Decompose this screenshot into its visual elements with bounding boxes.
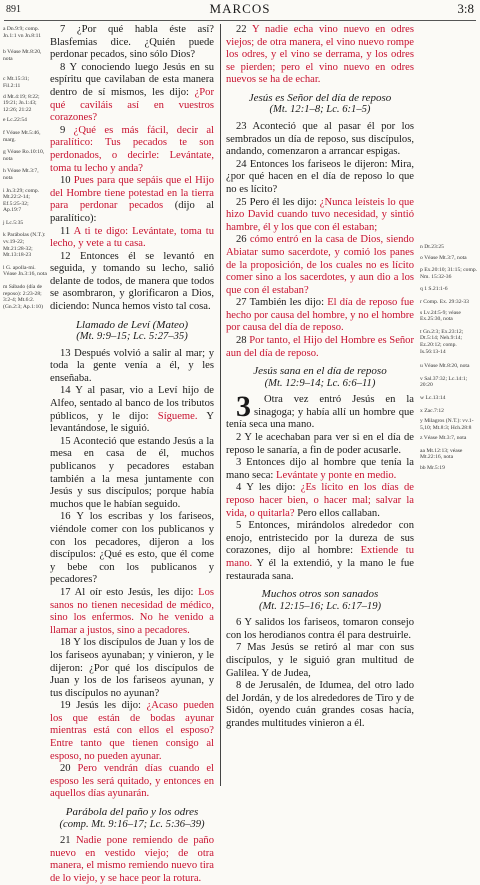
section-heading: Jesús es Señor del día de reposo	[248, 91, 392, 104]
right-margin-notes	[420, 26, 478, 473]
verse-27	[226, 297, 414, 335]
verse-text: Y él la extendió, y la mano le fue restaurada sana.	[226, 557, 414, 582]
words-of-jesus: Levántate y ponte en medio.	[276, 469, 397, 481]
words-of-jesus: ¿Qué es más fácil, decir al paralítico: Tus pecados te son perdonados, o decirle: Levántate, toma tu lecho y anda?	[50, 124, 214, 174]
margin-note: b Véase Mt.8:20, nota	[3, 49, 42, 62]
verse-text: 19 Jesús les dijo:	[60, 700, 147, 712]
verse-21	[50, 835, 214, 885]
section-heading: Parábola del paño y los odres	[65, 806, 199, 819]
left-margin-notes	[3, 26, 47, 311]
verse-text: Otra vez entró Jesús en la sinagoga; y había allí un hombre que tenía seca una mano.	[226, 394, 414, 431]
verse-number: 28	[236, 335, 250, 347]
margin-note: u Véase Mt.8:20, nota	[420, 363, 470, 370]
verse-13: 13 Después volvió a salir al mar; y toda la gente venía a él, y les enseñaba.	[50, 347, 214, 384]
chapter-3-verse-2: 2 Y le acechaban para ver si en el día de reposo le sanaría, a fin de poder acusarle.	[226, 432, 414, 456]
margin-note: c Mt.15:31; Fil.2:11	[3, 76, 30, 89]
verse-10	[50, 175, 214, 225]
verse-text: 8 Y conociendo luego Jesús en su espíritu que cavilaban de esta manera dentro de sí mismos, les dijo:	[50, 61, 214, 98]
words-of-jesus: Sígueme.	[157, 410, 198, 422]
margin-note: bb Mr.5:19	[420, 465, 445, 472]
chapter-number: 3	[236, 390, 251, 424]
verse-text: 4 Y les dijo:	[236, 482, 301, 494]
section-heading: Muchos otros son sanados	[261, 588, 379, 601]
margin-note: i Jn.3:29; comp. Mt.22:2-14; Ef.5:25-32; Ap.19:7	[3, 187, 40, 214]
margin-note: a Dn.9:9; comp. Jn.1:1 vn Jn.8:11	[3, 26, 42, 39]
verse-8	[50, 62, 214, 125]
words-of-jesus: Y nadie echa vino nuevo en odres viejos; de otra manera, el vino nuevo rompe los odres, y el vino se derrama, y los odres se pierden; pero el vino nuevo en odres nuevos se ha de echar.	[226, 24, 414, 86]
chapter-3-verse-7: 7 Mas Jesús se retiró al mar con sus discípulos, y le siguió gran multitud de Galilea. Y de Judea,	[226, 642, 414, 679]
verse-number: 9	[60, 124, 74, 136]
chapter-3-verse-3	[226, 457, 414, 482]
margin-note: v Sal.37:32; Lc.14:1; 20:20	[420, 375, 468, 389]
verse-number: 20	[60, 763, 78, 775]
verse-number: 22	[236, 24, 252, 35]
verse-11	[50, 226, 214, 251]
parallel-references: (comp. Mt. 9:16–17; Lc. 5:36–39)	[59, 818, 205, 830]
margin-note: h Véase Mt.3:7, nota	[3, 168, 39, 181]
verse-number: 21	[60, 835, 76, 847]
text-column-right	[226, 24, 414, 731]
margin-note: r Comp. Ex. 29:32-33	[420, 298, 469, 305]
verse-16: 16 Y los escribas y los fariseos, viéndole comer con los publicanos y con los pecadores, dijeron a los discípulos: ¿Qué es esto, que él come y bebe con los publicanos y pecadores?	[50, 511, 214, 586]
section-heading: Jesús sana en el día de reposo	[253, 365, 387, 378]
margin-note: y Milagros (N.T.): vv.1-5,10; Mt.8:3; Hch.28:8	[420, 418, 474, 431]
chapter-3-verse-5	[226, 520, 414, 583]
section-heading: Llamado de Leví (Mateo)	[75, 318, 189, 331]
verse-text: Y levantándose, le siguió.	[50, 410, 215, 435]
parallel-references: (Mt. 12:15–16; Lc. 6:17–19)	[258, 600, 382, 612]
margin-note: aa Mt.12:13; véase Mt.22:16, nota	[420, 447, 463, 461]
margin-note: o Véase Mt.3:7, nota	[420, 254, 467, 261]
margin-note: j Lc.5:35	[3, 219, 24, 226]
words-of-jesus: ¿Nunca leísteis lo que hizo David cuando tuvo necesidad, y sintió hambre, él y los que con él estaban;	[226, 196, 414, 233]
words-of-jesus: ¿Por qué caviláis así en vuestros corazones?	[50, 86, 214, 124]
verse-24: 24 Entonces los fariseos le dijeron: Mira, ¿por qué hacen en el día de reposo lo que no es lícito?	[226, 158, 414, 195]
margin-note: q 1 S.21:1-6	[420, 286, 448, 293]
verse-number: 10	[60, 175, 74, 187]
words-of-jesus: Nadie pone remiendo de paño nuevo en vestido viejo; de otra manera, el mismo remiendo nuevo tira de lo viejo, y se hace peor la rotura.	[50, 835, 214, 884]
verse-17	[50, 587, 214, 637]
margin-note: e Lc.22:54	[3, 117, 27, 124]
chapter-3-verse-1	[226, 390, 414, 432]
verse-9	[50, 125, 214, 175]
margin-note: d Mt.4:19; 8:22; 19:21; Jn.1:43; 12:26; 21:22	[3, 93, 40, 113]
page-number: 891	[6, 4, 21, 15]
column-divider	[220, 24, 221, 786]
verse-15: 15 Aconteció que estando Jesús a la mesa en casa de él, muchos publicanos y pecadores estaban también a la mesa juntamente con Jesús y sus discípulos; porque había muchos que le habían seguido.	[50, 435, 214, 510]
words-of-jesus: A ti te digo: Levántate, toma tu lecho, y vete a tu casa.	[50, 225, 214, 250]
verse-number: 11	[60, 225, 74, 237]
parallel-references: (Mt. 12:1–8; Lc. 6:1–5)	[269, 104, 371, 116]
verse-text: 27 También les dijo:	[236, 297, 328, 309]
verse-text: 3 Entonces dijo al hombre que tenía la mano seca:	[226, 457, 414, 481]
verse-14	[50, 385, 214, 435]
margin-note: m Sábado (día de reposo): 2:23-28; 3:2-4; Mt.6:2. (Gn.2:3; Ap.1:10)	[3, 284, 43, 310]
page-header	[0, 0, 480, 22]
words-of-jesus: Pues para que sepáis que el Hijo del Hombre tiene potestad en la tierra para perdonar pecados	[50, 175, 214, 212]
verse-18: 18 Y los discípulos de Juan y los de los fariseos ayunaban; y vinieron, y le dijeron: ¿Por qué los discípulos de Juan y los de los fariseos ayunan, y tus discípulos no ayunan?	[50, 637, 214, 699]
verse-28	[226, 335, 414, 360]
words-of-jesus: Los sanos no tienen necesidad de médico, sino los enfermos. No he venido a llamar a justos, sino a pecadores.	[50, 586, 214, 636]
words-of-jesus: Pero vendrán días cuando el esposo les será quitado, y entonces en aquellos días ayunarán.	[50, 763, 214, 800]
verse-20	[50, 763, 214, 801]
verse-7: 7 ¿Por qué habla éste así? Blasfemias dice. ¿Quién puede perdonar pecados, sino sólo Dios?	[50, 24, 214, 61]
margin-note: s Lv.24:5-9; véase Ex.25:30, nota	[420, 309, 461, 323]
words-of-jesus: El día de reposo fue hecho por causa del hombre, y no el hombre por causa del día de reposo.	[226, 297, 414, 334]
verse-19	[50, 700, 214, 763]
parallel-references: (Mt. 12:9–14; Lc. 6:6–11)	[264, 377, 376, 389]
verse-number: 26	[236, 234, 250, 246]
chapter-3-verse-8: 8 de Jerusalén, de Idumea, del otro lado del Jordán, y de los alrededores de Tiro y de Sidón, oyendo cuán grandes cosas hacía, grandes multitudes vinieron a él.	[226, 680, 414, 729]
margin-note: x Zac.7:12	[420, 407, 444, 414]
verse-text: Pero ellos callaban.	[294, 507, 380, 519]
margin-note: k Parábolas (N.T.): vv.19-22; Mt.21:28-32; Mt.13:18-23	[3, 232, 46, 259]
words-of-jesus: cómo entró en la casa de Dios, siendo Abiatar sumo sacerdote, y comió los panes de la proposición, de los cuales no es lícito comer sino a los sacerdotes, y aun dio a los que con él estaban?	[226, 234, 414, 296]
verse-25	[226, 197, 414, 235]
words-of-jesus: ¿Acaso pueden los que están de bodas ayunar mientras está con ellos el esposo? Entre tanto que tienen consigo al esposo, no pueden ayunar.	[50, 700, 214, 762]
words-of-jesus: Extiende tu mano.	[226, 545, 414, 569]
margin-note: w Lc.13:14	[420, 394, 446, 401]
chapter-3-verse-6: 6 Y salidos los fariseos, tomaron consejo con los herodianos contra él para destruirle.	[226, 617, 414, 641]
verse-text: 25 Pero él les dijo:	[236, 196, 320, 208]
margin-note: l G. apolla-mi. Véase Jn.3:16, nota	[3, 264, 47, 278]
margin-note: t Gn.2:3; Ex.23:12; Dt.5:14; Neh.9:14; Ez.20:12; comp. Is.56:13-14	[420, 328, 464, 355]
margin-note: g Véase Ro.10:10, nota	[3, 149, 45, 162]
margin-note: z Véase Mt.3:7, nota	[420, 435, 467, 442]
words-of-jesus: Por tanto, el Hijo del Hombre es Señor aun del día de reposo.	[226, 335, 415, 359]
verse-23: 23 Aconteció que al pasar él por los sembrados un día de reposo, sus discípulos, andando, comenzaron a arrancar espigas.	[226, 120, 414, 158]
chapter-verse-reference: 3:8	[457, 1, 474, 16]
verse-text: 17 Al oír esto Jesús, les dijo:	[60, 586, 199, 598]
verse-26	[226, 234, 414, 297]
margin-note: n Dt.23:25	[420, 244, 444, 250]
book-title: MARCOS	[209, 1, 271, 16]
verse-text: (dijo al paralítico):	[50, 200, 214, 224]
text-column-left	[50, 24, 214, 885]
verse-22	[226, 24, 414, 87]
header-rule	[4, 20, 476, 21]
margin-note: p Ex.20:10; 31:15; comp. Nm. 15:32-36	[420, 267, 478, 280]
words-of-jesus: ¿Es lícito en los días de reposo hacer bien, o hacer mal; salvar la vida, o quitarla?	[226, 482, 414, 519]
verse-text: 14 Y al pasar, vio a Leví hijo de Alfeo, sentado al banco de los tributos públicos, y le dijo:	[50, 385, 214, 422]
verse-text: 5 Entonces, mirándolos alrededor con enojo, entristecido por la dureza de sus corazones, dijo al hombre:	[226, 520, 414, 557]
parallel-references: (Mt. 9:9–15; Lc. 5:27–35)	[76, 331, 188, 343]
verse-12: 12 Entonces él se levantó en seguida, y tomando su lecho, salió delante de todos, de manera que todos se asombraron, y glorificaron a Dios, diciendo: Nunca hemos visto tal cosa.	[50, 250, 214, 313]
chapter-3-verse-4	[226, 482, 414, 520]
margin-note: f Véase Mt.5:46, marg.	[3, 129, 41, 143]
